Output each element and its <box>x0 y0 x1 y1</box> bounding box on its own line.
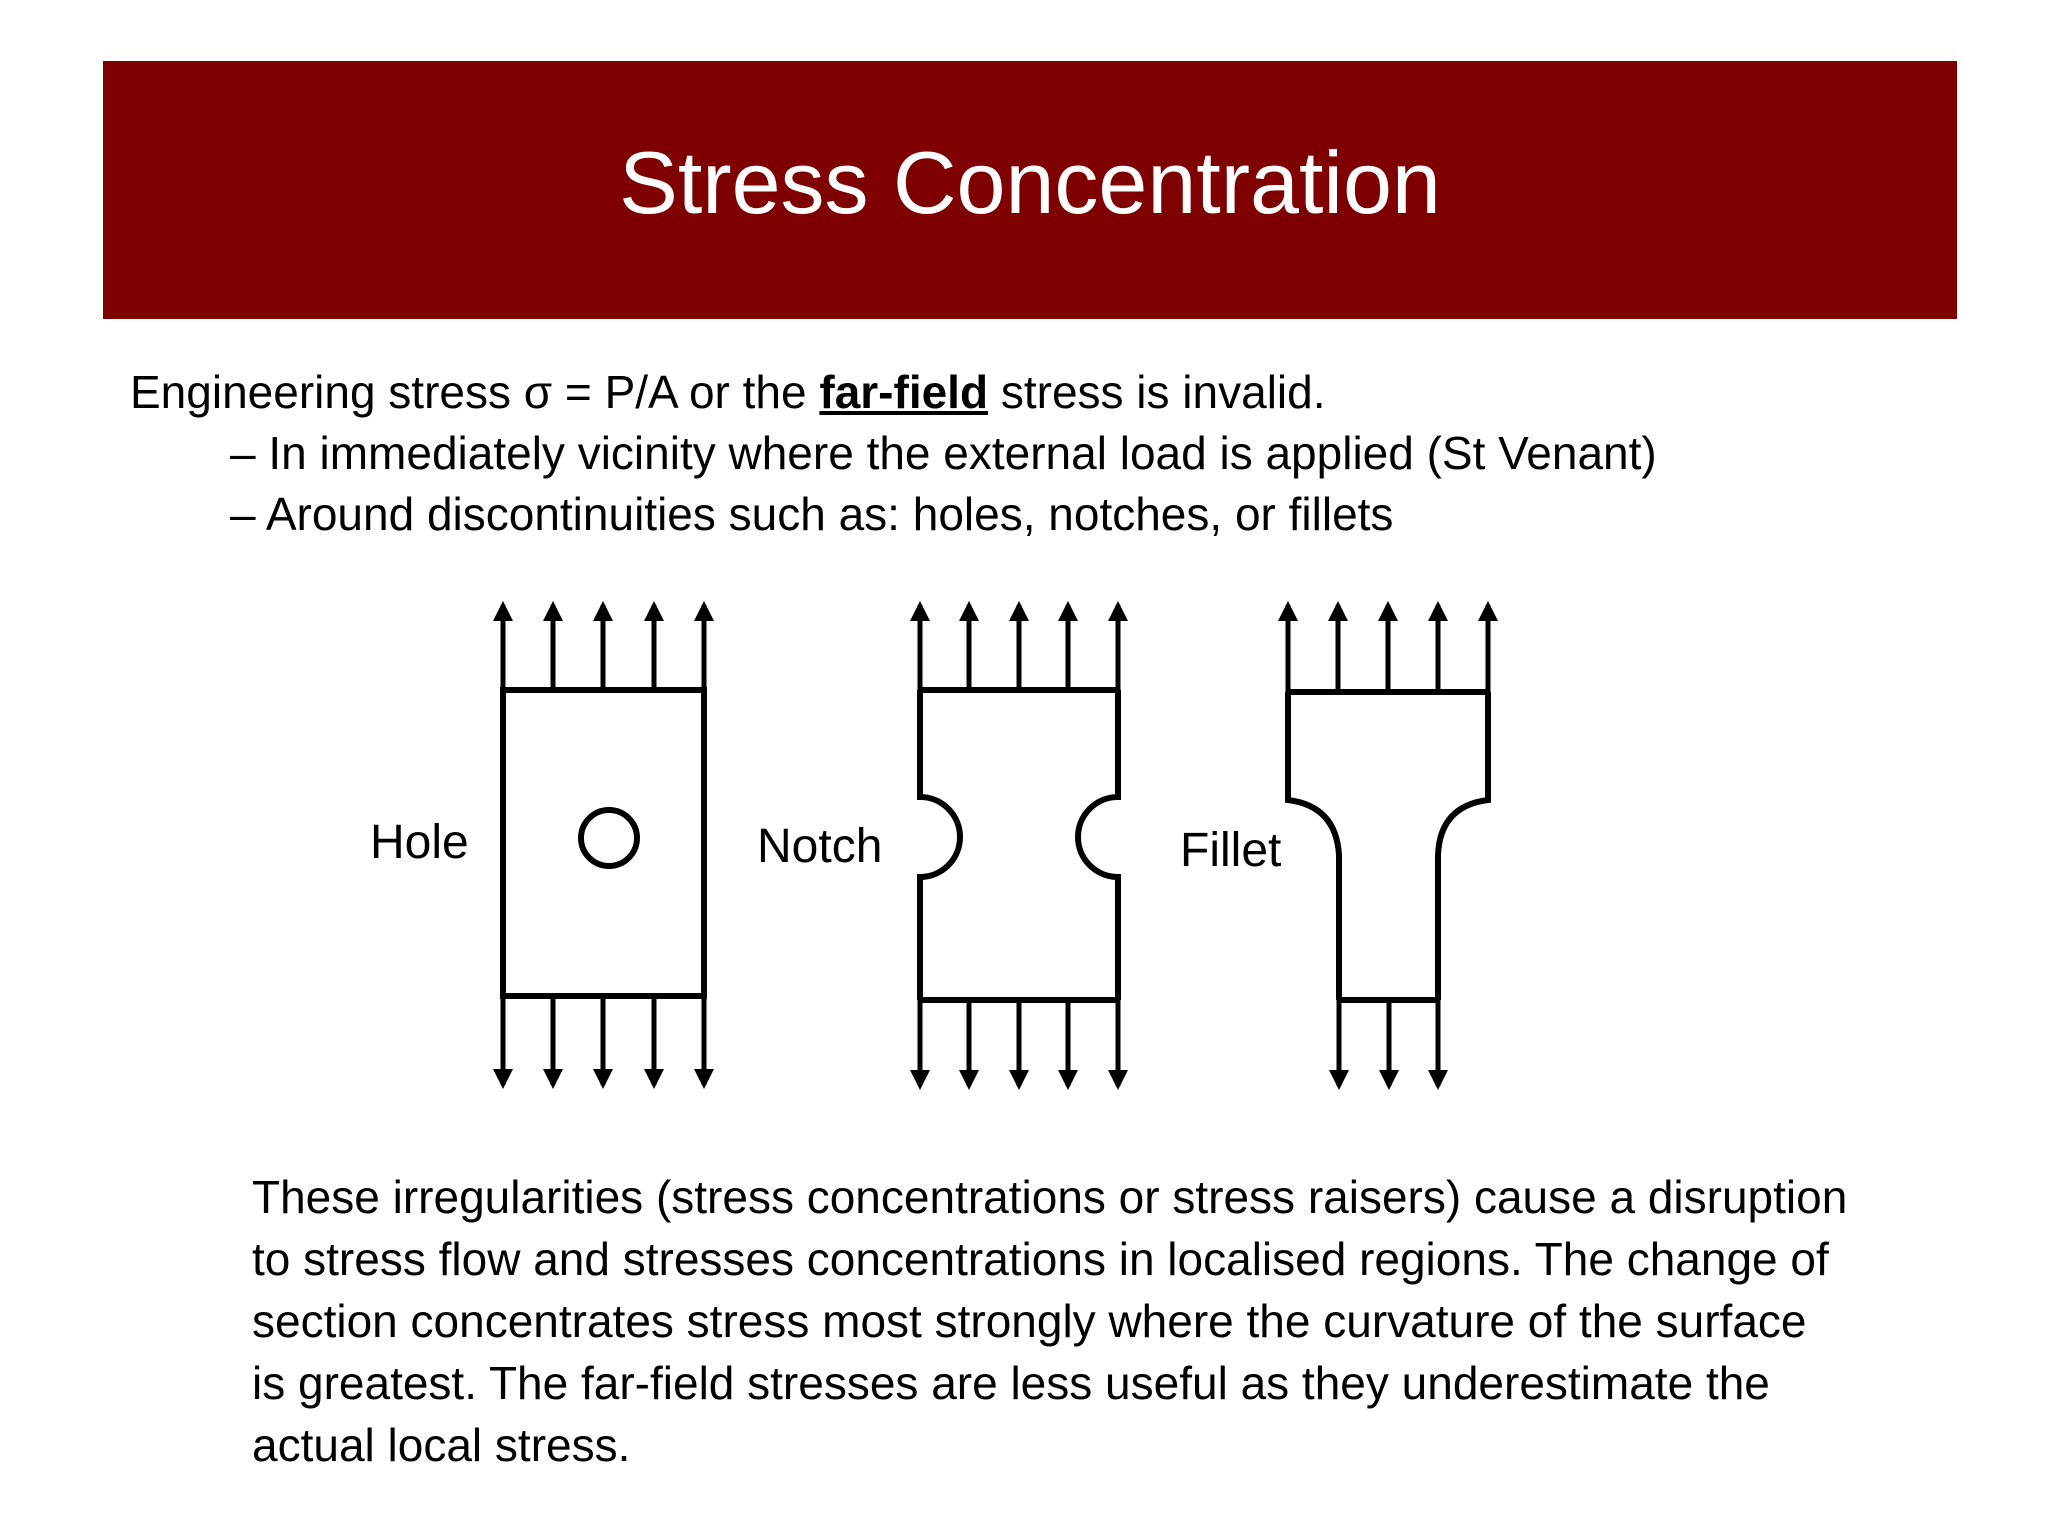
specimen-diagram <box>0 580 2048 1120</box>
fillet-top-load-arrows <box>1288 605 1488 692</box>
fillet-right-edge <box>1438 692 1488 1000</box>
hole-plate <box>503 690 704 996</box>
intro-line <box>130 362 1326 422</box>
notch-label: Notch <box>757 820 883 873</box>
summary-paragraph: These irregularities (stress concentrations or stress raisers) cause a disruption to stress flow and stresses concentrations in localised regions. The change of section concentrates stress most strongly where the curvature of the surface is greatest. The far-field stresses are less useful as they underestimate the actual local stress. <box>252 1171 1848 1471</box>
notch-bottom-load-arrows <box>920 1000 1118 1086</box>
hole-circle <box>581 810 637 866</box>
fillet-label: Fillet <box>1180 824 1282 877</box>
hole-bottom-load-arrows <box>503 996 704 1085</box>
bullet-discontinuities: – Around discontinuities such as: holes, notches, or fillets <box>230 488 1394 540</box>
title-bar <box>103 61 1957 319</box>
fillet-specimen <box>1288 692 1488 1000</box>
notch-specimen <box>920 690 1118 1000</box>
hole-specimen <box>370 605 704 1085</box>
fillet-bottom-load-arrows <box>1339 1000 1438 1086</box>
hole-label: Hole <box>370 816 469 869</box>
notch-top-load-arrows <box>920 605 1118 690</box>
intro-text-after: stress is invalid. <box>988 366 1326 418</box>
far-field-keyword: far-field <box>819 366 989 418</box>
notch-left-edge <box>920 690 960 1000</box>
hole-top-load-arrows <box>503 605 704 690</box>
notch-right-edge <box>1078 690 1118 1000</box>
intro-text-before: Engineering stress σ = P/A or the <box>130 366 820 418</box>
slide-title: Stress Concentration <box>619 133 1441 232</box>
bullet-st-venant: – In immediately vicinity where the external load is applied (St Venant) <box>230 427 1657 479</box>
fillet-left-edge <box>1288 692 1339 1000</box>
